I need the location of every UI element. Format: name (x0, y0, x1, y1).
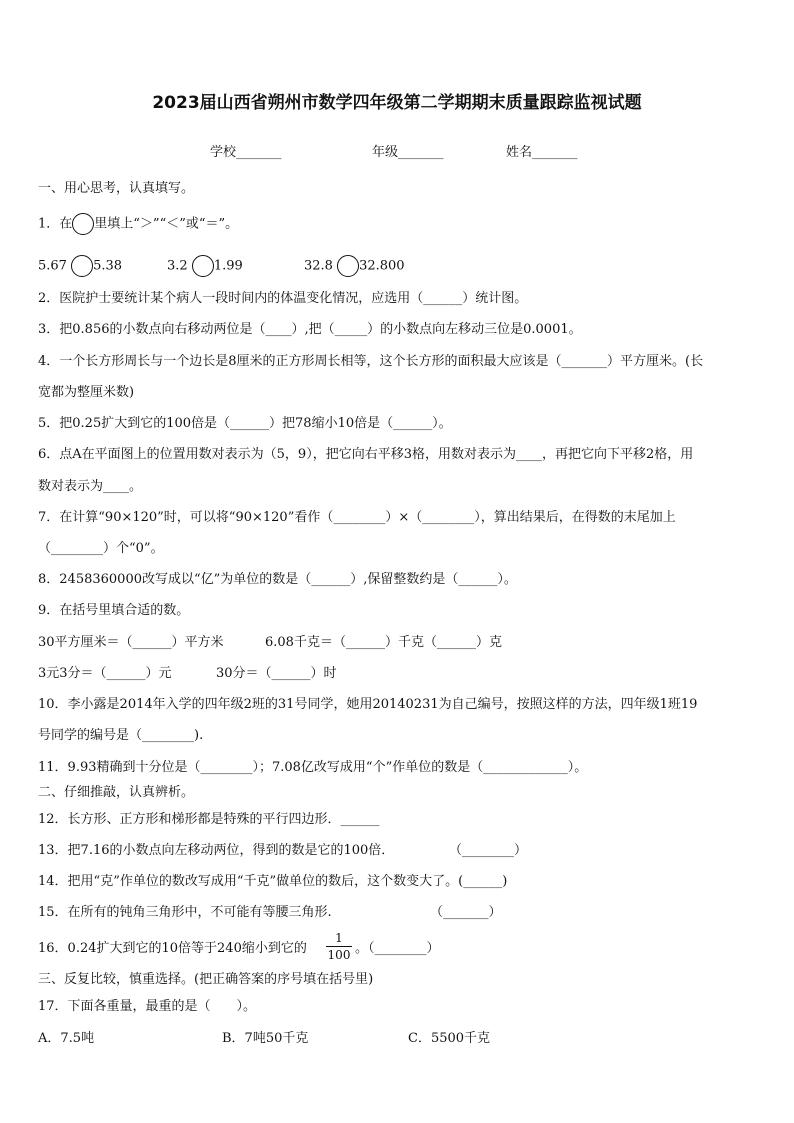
question-14: 14．把用“克”作单位的数改写成用“千克”做单位的数后，这个数变大了。(______) (38, 874, 508, 889)
question-17-option-a[interactable]: A．7.5吨 (38, 1031, 95, 1046)
question-16-answer: 。（________） (355, 941, 440, 956)
question-1-post: 里填上“＞”“＜”或“＝”。 (94, 216, 239, 232)
question-11: 11．9.93精确到十分位是（________）；7.08亿改写成用“个”作单位的数是（_____________）。 (38, 760, 588, 775)
question-1-pre: 1．在 (38, 216, 73, 232)
school-field[interactable]: 学校_______ (210, 145, 282, 160)
question-2: 2．医院护士要统计某个病人一段时间内的体温变化情况，应选用（______）统计图。 (38, 291, 528, 306)
section-1-heading: 一、用心思考，认真填写。 (38, 181, 195, 196)
question-7-line-1: 7．在计算“90×120”时，可以将“90×120”看作（________）×（________），算出结果后，在得数的末尾加上 (38, 510, 676, 525)
question-15-answer: （_______） (430, 905, 502, 920)
question-9-d: 30分＝（______）时 (216, 666, 337, 681)
page-title: 2023届山西省朔州市数学四年级第二学期期末质量跟踪监视试题 (152, 93, 642, 113)
question-9: 9．在括号里填合适的数。 (38, 603, 190, 618)
compare-c (304, 255, 405, 277)
compare-a-circle[interactable] (71, 255, 93, 277)
section-3-heading: 三、反复比较，慎重选择。(把正确答案的序号填在括号里) (38, 972, 374, 987)
compare-c-right: 32.800 (359, 258, 405, 274)
name-field[interactable]: 姓名_______ (506, 145, 578, 160)
question-12: 12．长方形、正方形和梯形都是特殊的平行四边形．______ (38, 812, 380, 827)
compare-a-left: 5.67 (38, 258, 67, 274)
question-6-line-2: 数对表示为____。 (38, 479, 143, 494)
fraction-bar (326, 946, 352, 947)
question-13-answer: （________） (449, 843, 528, 858)
compare-b-right: 1.99 (213, 258, 243, 274)
question-3: 3．把0.856的小数点向右移动两位是（____）,把（_____）的小数点向左移动三位是0.0001。 (38, 322, 582, 337)
question-7-line-2: （________）个“0”。 (38, 541, 164, 556)
grade-field[interactable]: 年级_______ (372, 145, 444, 160)
question-8: 8．2458360000改写成以“亿”为单位的数是（______）,保留整数约是（______）。 (38, 572, 517, 587)
circle-icon (72, 213, 94, 235)
fraction-numerator: 1 (335, 931, 343, 945)
question-6-line-1: 6．点A在平面图上的位置用数对表示为（5，9），把它向右平移3格，用数对表示为____，再把它向下平移2格，用 (38, 447, 694, 462)
question-13: 13．把7.16的小数点向左移动两位，得到的数是它的100倍． (38, 843, 395, 858)
question-15: 15．在所有的钝角三角形中，不可能有等腰三角形. (38, 905, 332, 920)
compare-b (167, 255, 243, 277)
question-4-line-1: 4．一个长方形周长与一个边长是8厘米的正方形周长相等，这个长方形的面积最大应该是（_______）平方厘米。(长 (38, 354, 704, 369)
question-16-fraction (326, 931, 352, 962)
question-10-line-1: 10．李小露是2014年入学的四年级2班的31号同学，她用20140231为自己编号，按照这样的方法，四年级1班19 (38, 697, 698, 712)
question-9-a: 30平方厘米＝（______）平方米 (38, 635, 224, 650)
compare-b-circle[interactable] (192, 255, 214, 277)
question-1 (38, 213, 238, 235)
compare-c-circle[interactable] (337, 255, 359, 277)
compare-a-right: 5.38 (93, 258, 123, 274)
fraction-denominator: 100 (327, 948, 351, 962)
question-9-b: 6.08千克＝（______）千克（______）克 (265, 635, 502, 650)
question-17-option-c[interactable]: C．5500千克 (408, 1031, 491, 1046)
question-9-c: 3元3分＝（______）元 (38, 666, 172, 681)
compare-a (38, 255, 122, 277)
compare-c-left: 32.8 (304, 258, 333, 274)
question-17: 17．下面各重量，最重的是（ ）。 (38, 999, 257, 1014)
question-16-text: 16．0.24扩大到它的10倍等于240缩小到它的 (38, 941, 307, 956)
compare-b-left: 3.2 (167, 258, 188, 274)
question-17-option-b[interactable]: B．7吨50千克 (222, 1031, 309, 1046)
question-4-line-2: 宽都为整厘米数) (38, 385, 135, 400)
question-5: 5．把0.25扩大到它的100倍是（______）把78缩小10倍是（______）。 (38, 416, 452, 431)
section-2-heading: 二、仔细推敲，认真辨析。 (38, 785, 195, 800)
question-10-line-2: 号同学的编号是（________). (38, 728, 204, 743)
